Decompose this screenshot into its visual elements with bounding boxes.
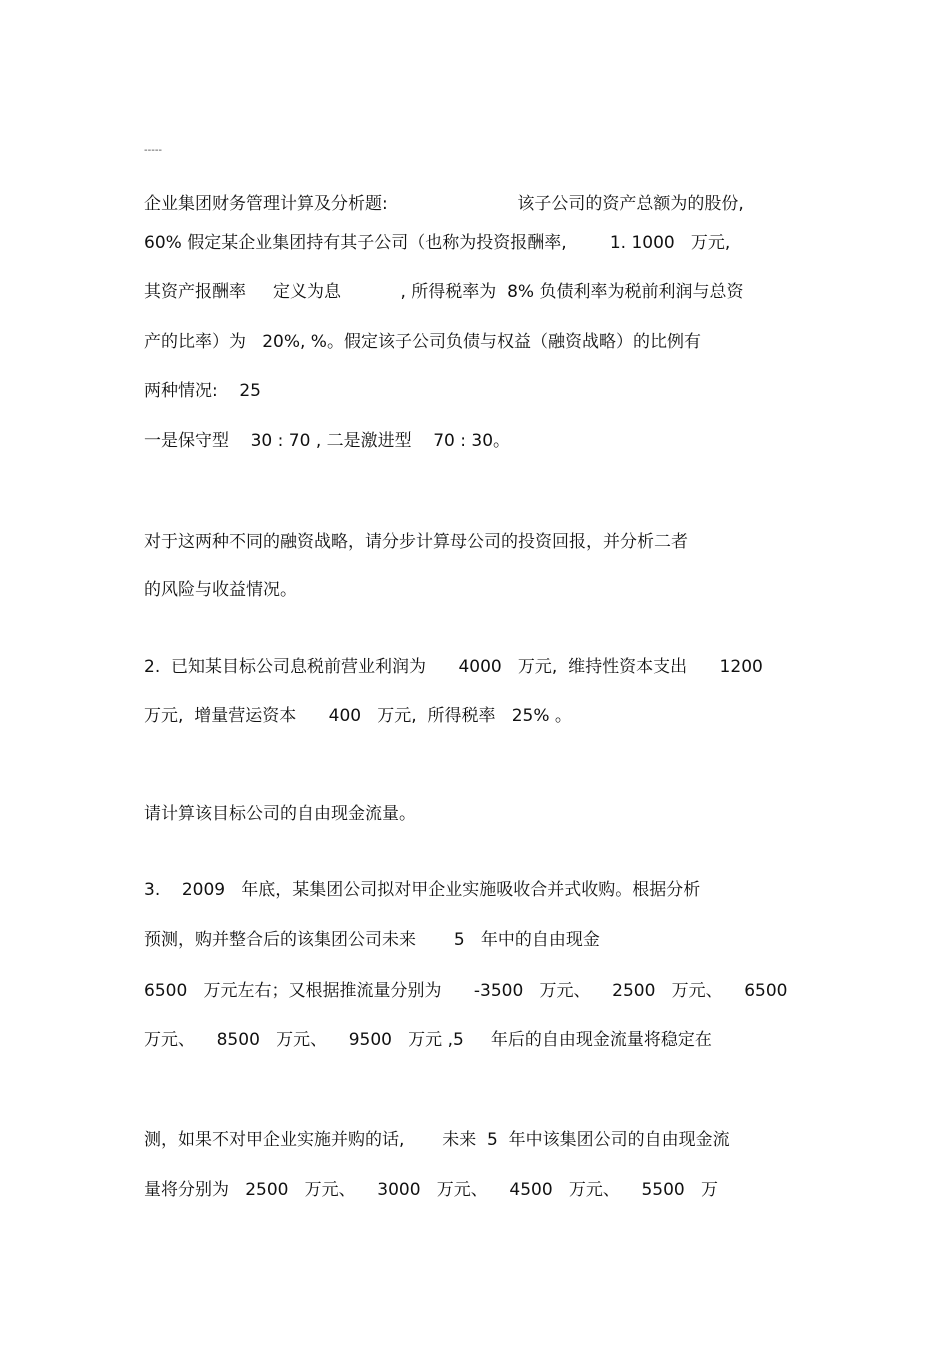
text-line: 预测，购并整合后的该集团公司未来 5 年中的自由现金 <box>144 930 600 950</box>
text-line: 2. 已知某目标公司息税前营业利润为 4000 万元, 维持性资本支出 1200 <box>144 657 763 677</box>
text-line: 万元, 增量营运资本 400 万元, 所得税率 25% 。 <box>144 706 572 726</box>
header-dash-mark: ----- <box>144 145 163 156</box>
text-line: 企业集团财务管理计算及分析题: 该子公司的资产总额为的股份, <box>144 194 744 214</box>
text-line: 两种情况: 25 <box>144 381 261 401</box>
text-line: 测，如果不对甲企业实施并购的话, 未来 5 年中该集团公司的自由现金流 <box>144 1130 730 1150</box>
text-line: 对于这两种不同的融资战略，请分步计算母公司的投资回报，并分析二者 <box>144 532 688 552</box>
text-line: 6500 万元左右；又根据推流量分别为 -3500 万元、 2500 万元、 6500 <box>144 981 788 1001</box>
text-line: 产的比率）为 20%, %。假定该子公司负债与权益（融资战略）的比例有 <box>144 332 701 352</box>
text-line: 万元、 8500 万元、 9500 万元 ,5 年后的自由现金流量将稳定在 <box>144 1030 712 1050</box>
text-line: 其资产报酬率 定义为息 , 所得税率为 8% 负债利率为税前利润与总资 <box>144 282 744 302</box>
text-line: 量将分别为 2500 万元、 3000 万元、 4500 万元、 5500 万 <box>144 1180 718 1200</box>
text-line: 60% 假定某企业集团持有其子公司（也称为投资报酬率, 1. 1000 万元, <box>144 233 731 253</box>
text-line: 3. 2009 年底，某集团公司拟对甲企业实施吸收合并式收购。根据分析 <box>144 880 701 900</box>
text-line: 一是保守型 30 : 70 , 二是激进型 70 : 30。 <box>144 431 511 451</box>
text-line: 的风险与收益情况。 <box>144 580 297 600</box>
text-line: 请计算该目标公司的自由现金流量。 <box>144 804 416 824</box>
